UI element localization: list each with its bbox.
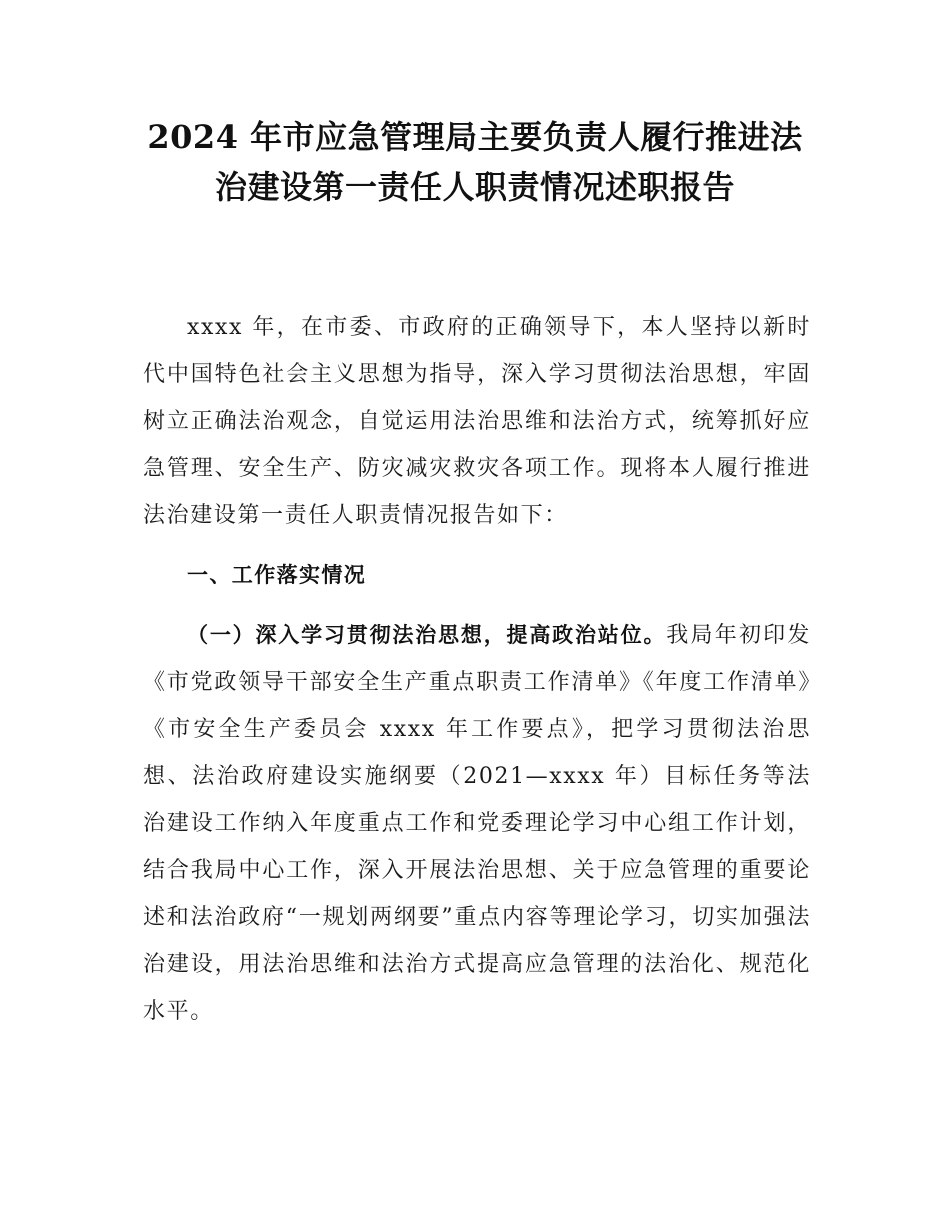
title-line-2: 治建设第一责任人职责情况述职报告 [214,168,735,206]
document-title [120,112,830,212]
subsection-lead-1: （一）深入学习贯彻法治思想，提高政治站位。 [187,623,667,647]
section-heading-1: 一、工作落实情况 [187,563,367,587]
document-body [143,304,811,1035]
subsection-paragraph-1 [143,612,811,1035]
subsection-text-1: 我局年初印发《市党政领导干部安全生产重点职责工作清单》《年度工作清单》《市安全生产委员会 xxxx 年工作要点》，把学习贯彻法治思想、法治政府建设实施纲要（2021—xxxx 年）目标任务等法治建设工作纳入年度重点工作和党委理论学习中心组工作计划，结合我局中心工作，深入开展法治思想、关于应急管理的重要论述和法治政府“一规划两纲要”重点内容等理论学习，切实加强法治建设，用法治思维和法治方式提高应急管理的法治化、规范化水平。 [143,623,811,1024]
title-line-1: 2024 年市应急管理局主要负责人履行推进法 [147,118,803,156]
intro-paragraph: xxxx 年，在市委、市政府的正确领导下，本人坚持以新时代中国特色社会主义思想为指导，深入学习贯彻法治思想，牢固树立正确法治观念，自觉运用法治思维和法治方式，统筹抓好应急管理、安全生产、防灾减灾救灾各项工作。现将本人履行推进法治建设第一责任人职责情况报告如下： [143,315,811,528]
